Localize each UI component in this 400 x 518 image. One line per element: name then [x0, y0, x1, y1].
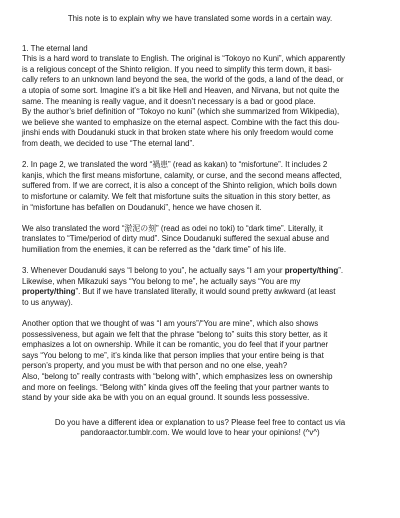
text-fragment: ”. But if we have translated literally, it would sound pretty awkward (at least: [75, 287, 336, 297]
text-line: suffered from. If we are correct, it is also a concept of the Shinto religion, which boils down: [22, 181, 337, 191]
intro-line: This note is to explain why we have translated some words in a certain way.: [67, 14, 333, 23]
text-fragment: ”.: [338, 266, 344, 276]
section-another-option: [22, 319, 378, 404]
text-line: Likewise, when Mikazuki says “You belong to me”, he actually says “You are my: [22, 276, 301, 286]
text-line: to misfortune or calamity. We felt that misfortune suits the situation in this story better, as: [22, 191, 331, 201]
text-line: cally refers to an unknown land beyond the sea, the world of the gods, a land of the dead, or: [22, 75, 344, 85]
text-line: a utopia of some sort. Imagine it’s a bit like Hell and Heaven, and Nirvana, but not quite the: [22, 85, 340, 95]
text-line: This is a hard word to translate to English. The original is “Tokoyo no Kuni”, which apparently: [22, 54, 346, 64]
text-line: emphasizes a lot on ownership. While it can be romantic, you do feel that if your partner: [22, 340, 329, 350]
closing-note: [22, 418, 378, 439]
text-line: says “You belong to me”, it’s kinda like that person implies that your entire being is that: [22, 350, 324, 360]
text-line: stand by your side aka be with you on an equal ground. It sounds less possessive.: [22, 393, 310, 403]
text-line: jinshi ends with Doudanuki stuck in that broken state where his only freedom would come: [22, 128, 334, 138]
text-line: person’s property, and you must be with that person and no one else, yeah?: [22, 361, 288, 371]
text-line: to us anyway).: [22, 297, 73, 307]
text-line: pandoraactor.tumblr.com. We would love to hear your opinions! (^v^): [80, 428, 320, 438]
text-line: same. The meaning is really vague, and it doesn’t necessary is a bad or good place.: [22, 96, 316, 106]
text-line: By the author’s brief definition of “Tokoyo no kuni” (which she summarized from Wikipedia),: [22, 107, 340, 117]
text-line: in “misfortune has befallen on Doudanuki”, hence we have chosen it.: [22, 202, 262, 212]
section-misfortune: [22, 160, 378, 213]
text-line: we believe she wanted to emphasize on the eternal aspect. Combine with the fact this dou-: [22, 117, 340, 127]
section-belong: [22, 266, 378, 308]
section-dark-time: [22, 224, 378, 256]
text-line: Also, “belong to” really contrasts with “belong with”, which emphasizes less on ownership: [22, 372, 333, 381]
text-line: We also translated the word “淤泥の刻” (read as odei no toki) to “dark time”. Literally, it: [22, 223, 323, 233]
text-line: [22, 287, 378, 298]
text-line: Another option that we thought of was “I am yours”/“You are mine”, which also shows: [22, 319, 319, 329]
section-eternal-land: [22, 44, 378, 150]
text-line: from death, we decided to use “The eternal land”.: [22, 138, 195, 148]
bold-term: property/thing: [22, 287, 76, 297]
text-line: Do you have a different idea or explanation to us? Please feel free to contact us via: [54, 417, 346, 427]
text-line: humiliation from the enemies, it can be referred as the “dark time” of his life.: [22, 244, 287, 254]
text-line: is a religious concept of the Shinto religion. If you need to simplify this term down, it basi-: [22, 64, 332, 74]
text-fragment: 3. Whenever Doudanuki says “I belong to you”, he actually says “I am your: [22, 266, 285, 276]
bold-term: property/thing: [284, 266, 339, 276]
text-line: translates to “Time/period of dirty mud”. Since Doudanuki suffered the sexual abuse and: [22, 234, 330, 244]
text-line: and more on feelings. “Belong with” kinda gives off the feeling that your partner wants to: [22, 382, 329, 392]
text-line: 2. In page 2, we translated the word “禍患” (read as kakan) to “misfortune”. It includes 2: [22, 160, 328, 170]
text-line: possessiveness, but again we felt that the phrase “belong to” suits this story better, as it: [22, 329, 328, 339]
text-line: [22, 266, 378, 277]
text-line: kanjis, which the first means misfortune, calamity, or curse, and the second means affected,: [22, 170, 342, 180]
section-heading: 1. The eternal land: [22, 43, 88, 53]
